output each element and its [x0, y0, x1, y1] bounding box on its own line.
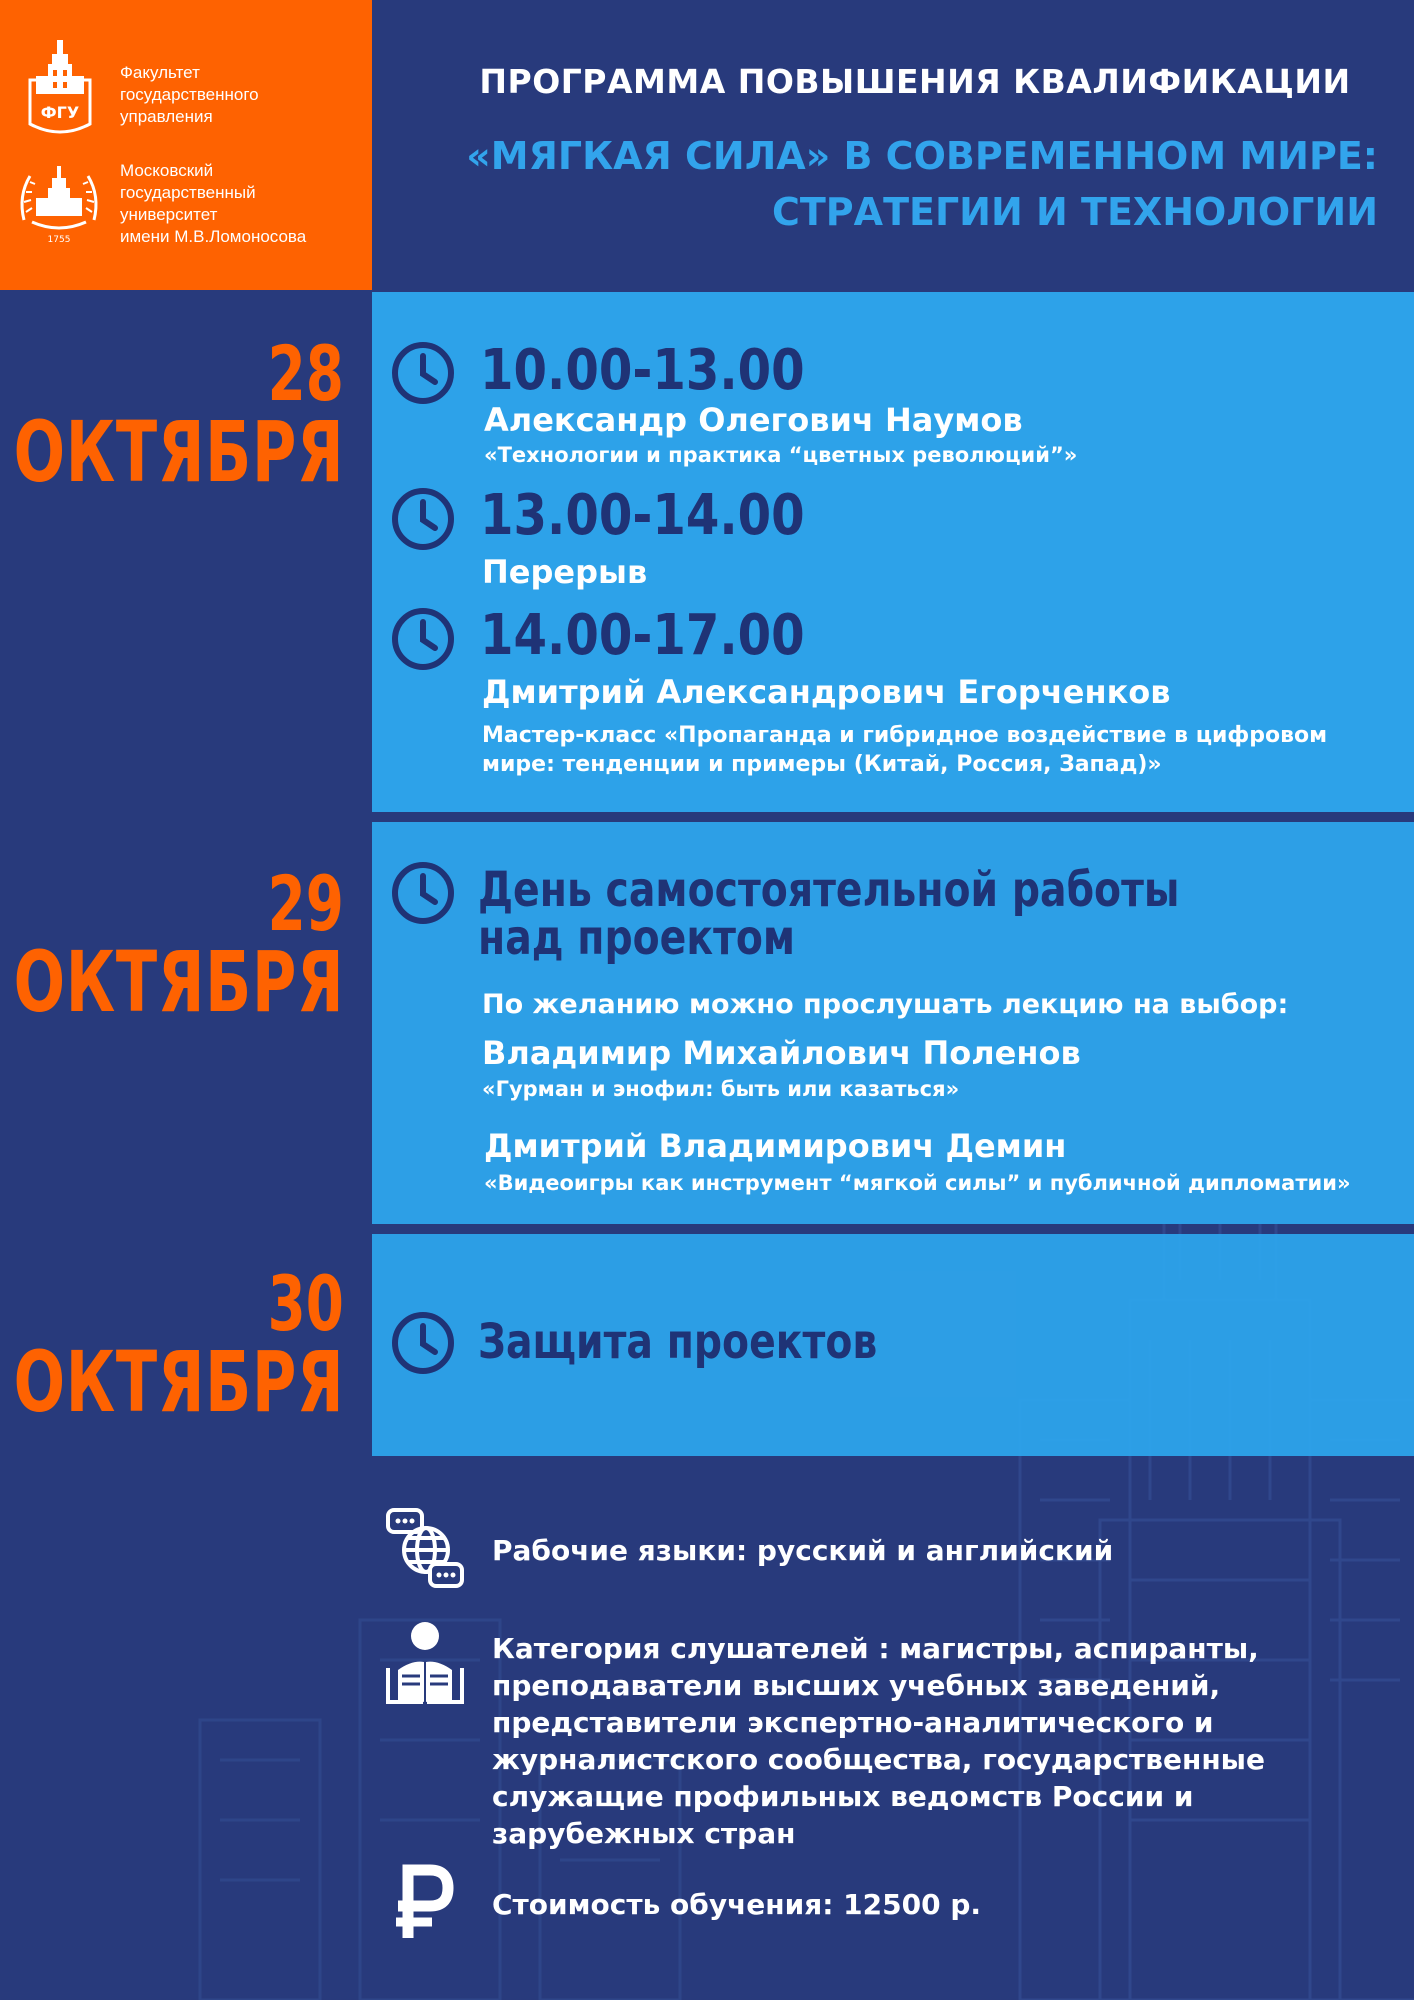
session-topic-1: «Технологии и практика “цветных революций”»	[484, 443, 1078, 467]
lecture-speaker-1: Владимир Михайлович Поленов	[482, 1034, 1081, 1072]
date-month-29: ОКТЯБРЯ	[13, 933, 344, 1031]
course-title	[418, 128, 1378, 240]
chat-globe-icon	[384, 1506, 466, 1590]
audience-category: Категория слушателей : магистры, аспиранты, преподаватели высших учебных заведений, представители экспертно-аналитического и журналистского сообщества, государственные служащие профильных ведомств России и зарубежных стран	[492, 1632, 1265, 1850]
date-month-28: ОКТЯБРЯ	[13, 403, 344, 501]
lecture-topic-2: «Видеоигры как инструмент “мягкой силы” и публичной дипломатии»	[484, 1171, 1351, 1195]
day29-heading-line1: День самостоятельной работы	[478, 862, 1180, 918]
lecture-speaker-2: Дмитрий Владимирович Демин	[484, 1127, 1067, 1165]
session-speaker-3: Дмитрий Александрович Егорченков	[482, 673, 1171, 711]
date-day-28: 28	[267, 329, 344, 418]
day30-heading: Защита проектов	[478, 1314, 878, 1370]
clock-icon	[390, 860, 456, 926]
tuition-price: Стоимость обучения: 12500 р.	[492, 1888, 982, 1921]
day29-note: По желанию можно прослушать лекцию на выбор:	[482, 989, 1289, 1020]
session-time-2: 13.00-14.00	[480, 483, 805, 548]
faculty-logo-text: ФГУ	[40, 103, 80, 122]
university-name: Московский государственный университет имени М.В.Ломоносова	[120, 161, 307, 246]
logo-panel	[0, 0, 372, 290]
ruble-icon	[392, 1864, 456, 1940]
session-speaker-1: Александр Олегович Наумов	[484, 401, 1023, 439]
reader-book-icon	[384, 1620, 466, 1704]
faculty-name: Факультет государственного управления	[120, 63, 259, 126]
working-languages: Рабочие языки: русский и английский	[492, 1534, 1114, 1567]
day29-heading-line2: над проектом	[478, 910, 796, 966]
date-day-29: 29	[267, 859, 344, 948]
program-label: ПРОГРАММА ПОВЫШЕНИЯ КВАЛИФИКАЦИИ	[479, 62, 1351, 101]
clock-icon	[390, 1310, 456, 1376]
lecture-topic-1: «Гурман и энофил: быть или казаться»	[482, 1077, 960, 1101]
session-topic-3: Мастер-класс «Пропаганда и гибридное воздействие в цифровом мире: тенденции и примеры (Китай, Россия, Запад)»	[482, 723, 1328, 777]
session-time-1: 10.00-13.00	[480, 338, 805, 403]
clock-icon	[390, 340, 456, 406]
date-month-30: ОКТЯБРЯ	[13, 1333, 344, 1431]
session-break: Перерыв	[482, 553, 648, 591]
university-logo-year: 1755	[47, 235, 71, 245]
msu-emblem-icon	[14, 160, 104, 248]
clock-icon	[390, 606, 456, 672]
session-time-3: 14.00-17.00	[480, 603, 805, 668]
date-day-30: 30	[267, 1259, 344, 1348]
clock-icon	[390, 486, 456, 552]
course-title-line1: «МЯГКАЯ СИЛА» В СОВРЕМЕННОМ МИРЕ:	[466, 134, 1378, 178]
course-title-line2: СТРАТЕГИИ И ТЕХНОЛОГИИ	[772, 190, 1378, 234]
msu-building-icon	[24, 36, 96, 136]
